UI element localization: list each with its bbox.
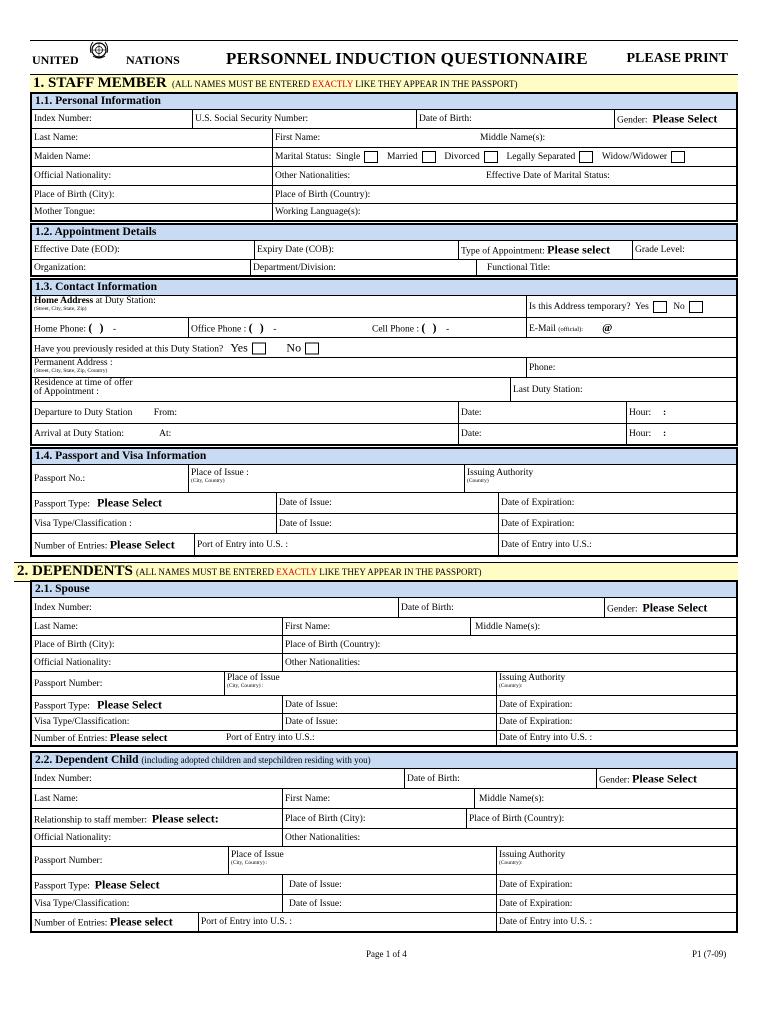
- org-name-right: NATIONS: [126, 53, 180, 67]
- form-row: [32, 769, 736, 789]
- spouse-visa-date-of-issue-field[interactable]: Date of Issue:: [282, 714, 496, 730]
- prev-resided-no-checkbox[interactable]: [305, 343, 319, 355]
- home-address-field[interactable]: Home Address at Duty Station: (Street, City, State, Zip): [34, 296, 156, 312]
- form-row: [32, 789, 736, 809]
- child-official-nationality-field[interactable]: Official Nationality:: [34, 832, 112, 843]
- temporary-no-checkbox[interactable]: [689, 301, 703, 313]
- child-passport-type-value[interactable]: Please Select: [94, 877, 160, 891]
- previous-residence-group: Have you previously resided at this Duty Station? Yes No: [32, 338, 738, 357]
- port-of-entry-field[interactable]: Port of Entry into U.S. :: [194, 534, 498, 555]
- date-of-birth-field[interactable]: Date of Birth:: [416, 110, 614, 128]
- child-pob-country-field[interactable]: Place of Birth (Country):: [466, 809, 738, 828]
- form-row: [32, 402, 736, 424]
- arrival-field[interactable]: Arrival at Duty Station: At:: [34, 429, 172, 439]
- married-checkbox[interactable]: [422, 151, 436, 163]
- form-row: [32, 167, 736, 186]
- child-visa-date-of-issue-field[interactable]: Date of Issue:: [282, 895, 496, 912]
- visa-type-field[interactable]: Visa Type/Classification :: [34, 518, 132, 529]
- child-place-of-issue-field[interactable]: Place of Issue (City, Country) :: [228, 847, 496, 874]
- temporary-yes-checkbox[interactable]: [653, 301, 667, 313]
- form-row: [32, 672, 736, 696]
- form-row: [32, 714, 736, 731]
- spouse-issuing-authority-field[interactable]: Issuing Authority (Country):: [496, 672, 738, 695]
- section-staff-member-heading: [30, 74, 738, 94]
- arrival-date-field[interactable]: Date:: [458, 424, 626, 444]
- form-row: [32, 148, 736, 167]
- prev-resided-yes-checkbox[interactable]: [252, 343, 266, 355]
- section-title: DEPENDENTS: [32, 563, 133, 579]
- form-code: P1 (7-09): [692, 949, 727, 959]
- entries-value[interactable]: Please Select: [109, 537, 175, 551]
- section-note-emphasis: EXACTLY: [312, 79, 354, 89]
- spouse-visa-date-of-expiration-field[interactable]: Date of Expiration:: [496, 714, 738, 730]
- form-row: [32, 241, 736, 260]
- passport-type-value[interactable]: Please Select: [97, 495, 162, 510]
- place-of-birth-city-field[interactable]: Place of Birth (City):: [34, 189, 115, 200]
- spouse-entries-value[interactable]: Please select: [109, 732, 168, 744]
- subsection-title: 1.1. Personal Information: [32, 94, 736, 110]
- spouse-official-nationality-field[interactable]: Official Nationality:: [34, 657, 112, 668]
- appointment-type-select[interactable]: Type of Appointment: Please select: [458, 241, 632, 259]
- departure-field[interactable]: Departure to Duty Station From:: [34, 407, 178, 418]
- section-note-emphasis: EXACTLY: [276, 567, 318, 577]
- marital-status-group: Marital Status: Single Married Divorced Legally Separated Widow/Widower: [272, 148, 738, 166]
- page-number: Page 1 of 4: [366, 949, 407, 959]
- form-row: [32, 318, 736, 338]
- spouse-gender-select[interactable]: Gender: Please Select: [604, 598, 738, 617]
- spouse-passport-number-field[interactable]: Passport Number:: [34, 678, 103, 689]
- child-passport-type-select[interactable]: Passport Type: Please Select: [34, 877, 160, 891]
- spouse-date-of-expiration-field[interactable]: Date of Expiration:: [496, 696, 738, 713]
- spouse-date-of-entry-field[interactable]: Date of Entry into U.S. :: [496, 731, 738, 745]
- spouse-first-name-field[interactable]: First Name:: [282, 618, 470, 635]
- office-phone-field[interactable]: Office Phone : ( ) -: [188, 318, 370, 337]
- passport-type-select[interactable]: Passport Type: Please Select: [34, 495, 162, 510]
- form-row: [32, 829, 736, 847]
- form-row: [32, 378, 736, 402]
- official-nationality-field[interactable]: Official Nationality:: [34, 171, 112, 181]
- child-last-name-field[interactable]: Last Name:: [34, 793, 79, 804]
- contact-information-block: [30, 278, 738, 446]
- section-note: (ALL NAMES MUST BE ENTERED: [172, 79, 310, 89]
- functional-title-field[interactable]: Functional Title:: [476, 260, 738, 276]
- spouse-date-of-issue-field[interactable]: Date of Issue:: [282, 696, 496, 713]
- email-field[interactable]: E-Mail (official): @: [526, 318, 738, 337]
- org-name-left: UNITED: [32, 53, 79, 67]
- organization-field[interactable]: Organization:: [34, 263, 87, 273]
- child-date-of-entry-field[interactable]: Date of Entry into U.S. :: [496, 913, 738, 931]
- form-row: [32, 260, 736, 276]
- form-row: [32, 358, 736, 378]
- issuing-authority-field[interactable]: Issuing Authority (Country): [464, 465, 738, 492]
- child-issuing-authority-field[interactable]: Issuing Authority (Country):: [496, 847, 738, 874]
- form-row: [32, 895, 736, 913]
- cob-field[interactable]: Expiry Date (COB):: [254, 241, 458, 259]
- child-first-name-field[interactable]: First Name:: [282, 789, 474, 808]
- form-row: [32, 913, 736, 931]
- form-row: [32, 129, 736, 148]
- spouse-pob-city-field[interactable]: Place of Birth (City):: [34, 639, 115, 650]
- widow-checkbox[interactable]: [671, 151, 685, 163]
- subsection-title: 2.2. Dependent Child (including adopted children and stepchildren residing with you): [32, 753, 736, 769]
- departure-hour-field[interactable]: Hour: :: [626, 402, 738, 423]
- spouse-entries-select[interactable]: Number of Entries: Please select: [34, 732, 168, 744]
- section-note-end: LIKE THEY APPEAR IN THE PASSPORT): [355, 79, 518, 89]
- child-entries-select[interactable]: Number of Entries: Please select: [34, 914, 173, 929]
- department-field[interactable]: Department/Division:: [250, 260, 476, 276]
- subsection-title: 1.3. Contact Information: [32, 280, 736, 296]
- date-of-entry-field[interactable]: Date of Entry into U.S.:: [498, 534, 738, 555]
- maiden-name-field[interactable]: Maiden Name:: [34, 152, 91, 162]
- home-phone-field[interactable]: Home Phone: ( ) -: [34, 320, 117, 334]
- single-checkbox[interactable]: [364, 151, 378, 163]
- relationship-value[interactable]: Please select:: [151, 811, 219, 825]
- spouse-passport-type-value[interactable]: Please Select: [97, 697, 162, 711]
- permanent-phone-field[interactable]: Phone:: [526, 358, 738, 377]
- spouse-pob-country-field[interactable]: Place of Birth (Country):: [282, 636, 738, 653]
- form-header: [30, 40, 738, 67]
- form-row: [32, 110, 736, 129]
- eod-field[interactable]: Effective Date (EOD):: [34, 245, 120, 255]
- spouse-last-name-field[interactable]: Last Name:: [34, 621, 79, 632]
- form-row: [32, 654, 736, 672]
- form-row: [32, 618, 736, 636]
- permanent-address-field[interactable]: Permanent Address : (Street, City, State, Zip, Country): [34, 358, 113, 374]
- form-row: [32, 493, 736, 514]
- form-row: [32, 465, 736, 493]
- visa-date-of-issue-field[interactable]: Date of Issue:: [276, 514, 498, 533]
- arrival-hour-field[interactable]: Hour: :: [626, 424, 738, 444]
- spouse-middle-name-field[interactable]: Middle Name(s):: [470, 618, 738, 635]
- place-of-issue-field[interactable]: Place of Issue : (City, Country): [188, 465, 464, 492]
- child-passport-number-field[interactable]: Passport Number:: [34, 855, 103, 866]
- grade-level-field[interactable]: Grade Level:: [632, 241, 738, 259]
- child-index-number-field[interactable]: Index Number:: [34, 773, 92, 784]
- effective-marital-date-field[interactable]: Effective Date of Marital Status:: [486, 171, 610, 181]
- form-row: [32, 847, 736, 875]
- form-row: [32, 338, 736, 358]
- child-date-of-issue-field[interactable]: Date of Issue:: [282, 875, 496, 894]
- address-temporary-group: Is this Address temporary? Yes No: [526, 296, 738, 317]
- other-nationalities-field[interactable]: Other Nationalities:: [272, 167, 484, 185]
- index-number-field[interactable]: Index Number:: [34, 114, 92, 124]
- form-row: [32, 186, 736, 204]
- last-duty-station-field[interactable]: Last Duty Station:: [510, 378, 738, 401]
- form-row: [32, 204, 736, 220]
- section-dependents-heading: [14, 562, 738, 582]
- appointment-details-block: [30, 223, 738, 277]
- spouse-other-nationalities-field[interactable]: Other Nationalities:: [282, 654, 738, 671]
- residence-at-offer-field[interactable]: Residence at time of offer of Appointment :: [34, 378, 133, 397]
- entries-select[interactable]: Number of Entries: Please Select: [34, 537, 175, 551]
- child-other-nationalities-field[interactable]: Other Nationalities:: [282, 829, 738, 846]
- form-row: [32, 296, 736, 318]
- date-of-issue-field[interactable]: Date of Issue:: [276, 493, 498, 513]
- spouse-port-of-entry-field[interactable]: Port of Entry into U.S.:: [226, 733, 315, 743]
- form-row: [32, 809, 736, 829]
- subsection-title: 1.2. Appointment Details: [32, 225, 736, 241]
- please-print-note: PLEASE PRINT: [626, 51, 728, 66]
- ssn-field[interactable]: U.S. Social Security Number:: [192, 110, 416, 128]
- child-gender-value[interactable]: Please Select: [631, 771, 697, 785]
- spouse-gender-value[interactable]: Please Select: [642, 600, 708, 614]
- section-note-end: LIKE THEY APPEAR IN THE PASSPORT): [319, 567, 482, 577]
- place-of-birth-country-field[interactable]: Place of Birth (Country):: [272, 186, 738, 203]
- section-number: 2.: [17, 563, 29, 579]
- date-of-expiration-field[interactable]: Date of Expiration:: [498, 493, 738, 513]
- separated-checkbox[interactable]: [579, 151, 593, 163]
- spouse-place-of-issue-field[interactable]: Place of Issue (City, Country) :: [224, 672, 496, 695]
- child-dob-field[interactable]: Date of Birth:: [404, 769, 596, 788]
- working-language-field[interactable]: Working Language(s):: [272, 204, 738, 220]
- child-middle-name-field[interactable]: Middle Name(s):: [474, 789, 738, 808]
- child-pob-city-field[interactable]: Place of Birth (City):: [282, 809, 466, 828]
- child-entries-value[interactable]: Please select: [109, 914, 173, 929]
- spouse-dob-field[interactable]: Date of Birth:: [398, 598, 604, 617]
- spouse-passport-type-select[interactable]: Passport Type: Please Select: [34, 697, 162, 711]
- section-number: 1.: [33, 75, 45, 91]
- spouse-index-number-field[interactable]: Index Number:: [34, 602, 92, 613]
- spouse-visa-type-field[interactable]: Visa Type/Classification:: [34, 717, 130, 727]
- form-row: [32, 514, 736, 534]
- dependent-child-block: [30, 751, 738, 933]
- visa-date-of-expiration-field[interactable]: Date of Expiration:: [498, 514, 738, 533]
- subsection-title: 2.1. Spouse: [32, 582, 736, 598]
- section-title: STAFF MEMBER: [48, 75, 167, 91]
- gender-select[interactable]: Gender: Please Select: [614, 110, 738, 128]
- form-row: [32, 636, 736, 654]
- form-row: [32, 598, 736, 618]
- form-title: PERSONNEL INDUCTION QUESTIONNAIRE: [226, 49, 588, 68]
- child-visa-type-field[interactable]: Visa Type/Classification:: [34, 898, 130, 909]
- divorced-checkbox[interactable]: [484, 151, 498, 163]
- appointment-type-value[interactable]: Please select: [547, 242, 611, 257]
- un-emblem-icon: [88, 39, 110, 61]
- section-note: (ALL NAMES MUST BE ENTERED: [136, 567, 274, 577]
- cell-phone-field[interactable]: Cell Phone : ( ) -: [372, 320, 450, 334]
- middle-name-field[interactable]: Middle Name(s):: [480, 133, 546, 143]
- gender-select-value[interactable]: Please Select: [652, 111, 718, 126]
- child-gender-select[interactable]: Gender: Please Select: [596, 769, 738, 788]
- mother-tongue-field[interactable]: Mother Tongue:: [34, 207, 96, 217]
- last-name-field[interactable]: Last Name:: [34, 133, 79, 143]
- relationship-select[interactable]: Relationship to staff member: Please select:: [34, 811, 219, 825]
- form-row: [32, 875, 736, 895]
- departure-date-field[interactable]: Date:: [458, 402, 626, 423]
- form-row: [32, 534, 736, 555]
- child-date-of-expiration-field[interactable]: Date of Expiration:: [496, 875, 738, 894]
- personal-information-block: [30, 92, 738, 222]
- form-row: [32, 731, 736, 745]
- form-row: [32, 424, 736, 444]
- passport-number-field[interactable]: Passport No.:: [34, 473, 86, 484]
- child-visa-date-of-expiration-field[interactable]: Date of Expiration:: [496, 895, 738, 912]
- passport-visa-block: [30, 447, 738, 557]
- spouse-block: [30, 580, 738, 747]
- form-row: [32, 696, 736, 714]
- first-name-field[interactable]: First Name:: [272, 129, 468, 147]
- subsection-title: 1.4. Passport and Visa Information: [32, 449, 736, 465]
- child-port-of-entry-field[interactable]: Port of Entry into U.S. :: [198, 913, 496, 931]
